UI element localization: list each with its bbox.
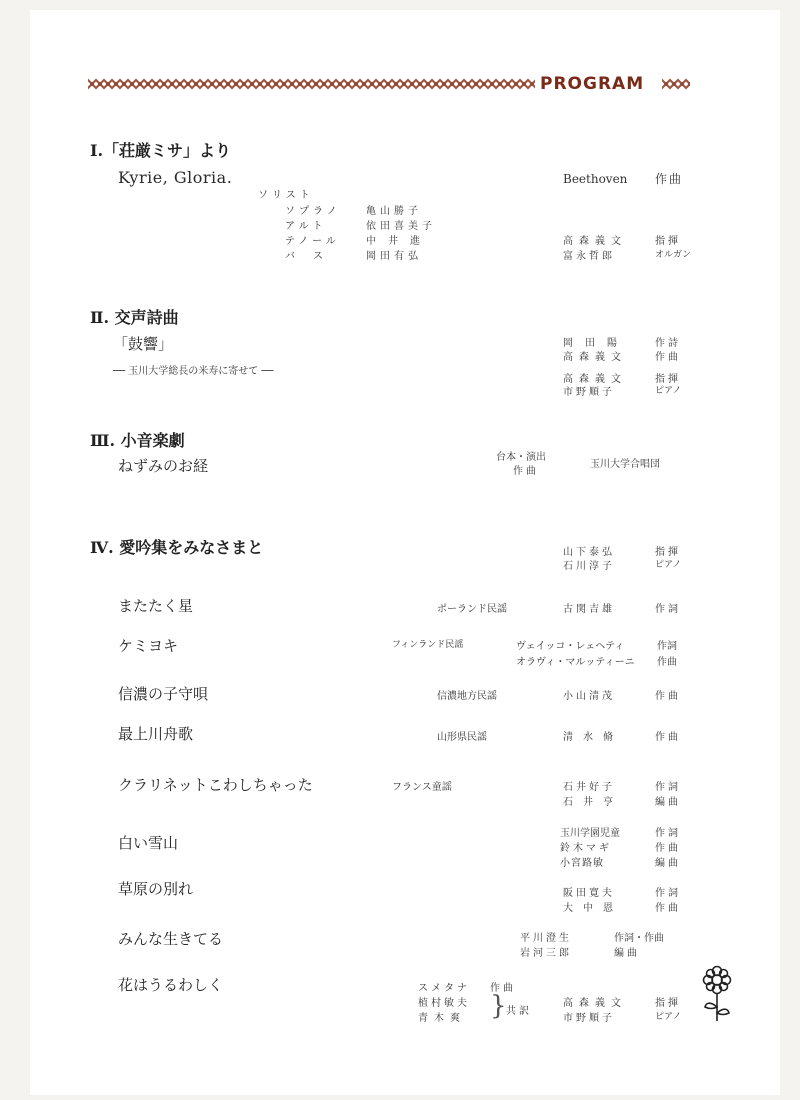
credit-name: 玉川学園児童 <box>560 828 620 839</box>
section4-title: Ⅳ. 愛吟集をみなさまと <box>90 538 264 557</box>
credit-role: 作詞 <box>655 782 681 793</box>
credit-role: 作曲 <box>655 691 681 702</box>
soloist-name: 中井進 <box>366 236 432 247</box>
song-origin: 信濃地方民謡 <box>437 691 497 702</box>
song-title: 信濃の子守唄 <box>118 685 209 703</box>
soloist-part: アルト <box>285 221 327 232</box>
credit-role: オルガン <box>655 250 692 260</box>
credit-name: 古関吉雄 <box>563 604 615 615</box>
soloist-part: ソプラノ <box>285 206 341 217</box>
song-title: みんな生きてる <box>118 930 224 948</box>
song-title: またたく星 <box>118 597 194 615</box>
soloist-name: 岡田有弘 <box>366 251 422 262</box>
song-composer-role: 作曲 <box>490 983 516 994</box>
program-heading: PROGRAM <box>540 74 645 94</box>
section1-composer-role: 作曲 <box>655 172 684 186</box>
credit-name: 鈴木マギ <box>560 843 612 854</box>
song-title: 最上川舟歌 <box>118 725 194 743</box>
soloist-name: 依田喜美子 <box>366 221 436 232</box>
credit-role: 指揮 <box>655 374 681 385</box>
song-origin: ポーランド民謡 <box>437 604 507 615</box>
credit-role: 作曲 <box>655 903 681 914</box>
flower-icon <box>700 965 734 1025</box>
credit-name: 高森義文 <box>563 998 627 1009</box>
credit-role: 作詩 <box>655 338 681 349</box>
brace-glyph: } <box>490 991 507 1021</box>
credit-name: 岡田陽 <box>563 338 629 349</box>
credit-role: 作詞 <box>655 888 681 899</box>
soloist-part: バス <box>285 251 341 262</box>
credit-name: 石川淳子 <box>563 561 615 572</box>
credit-role: 指揮 <box>655 998 681 1009</box>
credit-role: 作曲 <box>657 657 677 668</box>
soloist-part: テノール <box>285 236 340 247</box>
credit-name: オラヴィ・マルッティーニ <box>516 657 635 668</box>
credit-name: 小宮路敏 <box>560 858 604 869</box>
credit-name: ヴェイッコ・レェヘティ <box>516 641 625 652</box>
credit-role: 作詞 <box>655 828 681 839</box>
credit-role: ピアノ <box>655 1012 682 1022</box>
credit-name: 清水脩 <box>563 732 623 743</box>
song-title: 白い雪山 <box>118 834 179 852</box>
credit-name: 阪田寛夫 <box>563 888 615 899</box>
song-title: ケミヨキ <box>118 637 179 655</box>
credit-role: 作曲 <box>655 732 681 743</box>
song-title: 草原の別れ <box>118 880 194 898</box>
credit-role: 編曲 <box>614 948 640 959</box>
credit-name: 富永哲郎 <box>563 251 615 262</box>
song-title: 花はうるわしく <box>118 976 224 994</box>
credit-name: 高森義文 <box>563 236 627 247</box>
credit-name: 石井好子 <box>563 782 615 793</box>
credit-name: 平川澄生 <box>520 933 572 944</box>
section2-title: Ⅱ. 交声詩曲 <box>90 308 179 327</box>
credit-name: 高森義文 <box>563 374 627 385</box>
credit-name: 小山清茂 <box>563 691 615 702</box>
section3-title: Ⅲ. 小音楽劇 <box>90 431 185 450</box>
credit-role: 作曲 <box>655 843 681 854</box>
translators-role: 共訳 <box>506 1006 532 1017</box>
credit-role: ピアノ <box>655 386 682 396</box>
credit-name: 市野順子 <box>563 387 615 398</box>
section2-subtitle: ── 玉川大学総長の米寿に寄せて ── <box>113 366 274 377</box>
credit-name: 大中恩 <box>563 903 623 914</box>
credit-role: 指揮 <box>655 236 681 247</box>
credit-name: 石井亨 <box>563 797 623 808</box>
section1-piece: Kyrie, Gloria. <box>118 168 233 187</box>
song-composer: スメタナ <box>418 983 470 994</box>
section3-performer: 玉川大学合唱団 <box>590 459 660 470</box>
song-origin: フランス童謡 <box>392 782 452 793</box>
credit-role: 作曲 <box>655 352 681 363</box>
section2-piece: 「鼓響」 <box>113 335 174 353</box>
song-origin: 山形県民謡 <box>437 732 487 743</box>
song-title: クラリネットこわしちゃった <box>118 776 313 794</box>
credit-name: 高森義文 <box>563 352 627 363</box>
soloist-heading: ソリスト <box>258 190 314 201</box>
soloist-name: 亀山勝子 <box>366 206 422 217</box>
credit-role: 作詞・作曲 <box>614 933 664 944</box>
credit-name: 市野順子 <box>563 1013 615 1024</box>
section3-role-line1: 台本・演出 <box>496 452 546 463</box>
translator-name: 植村敏夫 <box>418 998 470 1009</box>
decorative-border-left <box>88 78 535 90</box>
translator-name: 青木爽 <box>418 1013 466 1024</box>
section3-piece: ねずみのお経 <box>118 457 209 475</box>
section1-composer: Beethoven <box>563 172 628 186</box>
credit-role: 編曲 <box>655 858 681 869</box>
section1-title: Ⅰ.「荘厳ミサ」より <box>90 141 232 160</box>
credit-role: 指揮 <box>655 547 681 558</box>
decorative-border-right <box>662 78 690 90</box>
credit-role: ピアノ <box>655 560 682 570</box>
credit-name: 岩河三郎 <box>520 948 572 959</box>
credit-role: 編曲 <box>655 797 681 808</box>
credit-name: 山下泰弘 <box>563 547 615 558</box>
credit-role: 作詞 <box>657 641 677 652</box>
credit-role: 作詞 <box>655 604 681 615</box>
section3-role-line2: 作曲 <box>513 466 539 477</box>
song-origin: フィンランド民謡 <box>392 640 464 650</box>
